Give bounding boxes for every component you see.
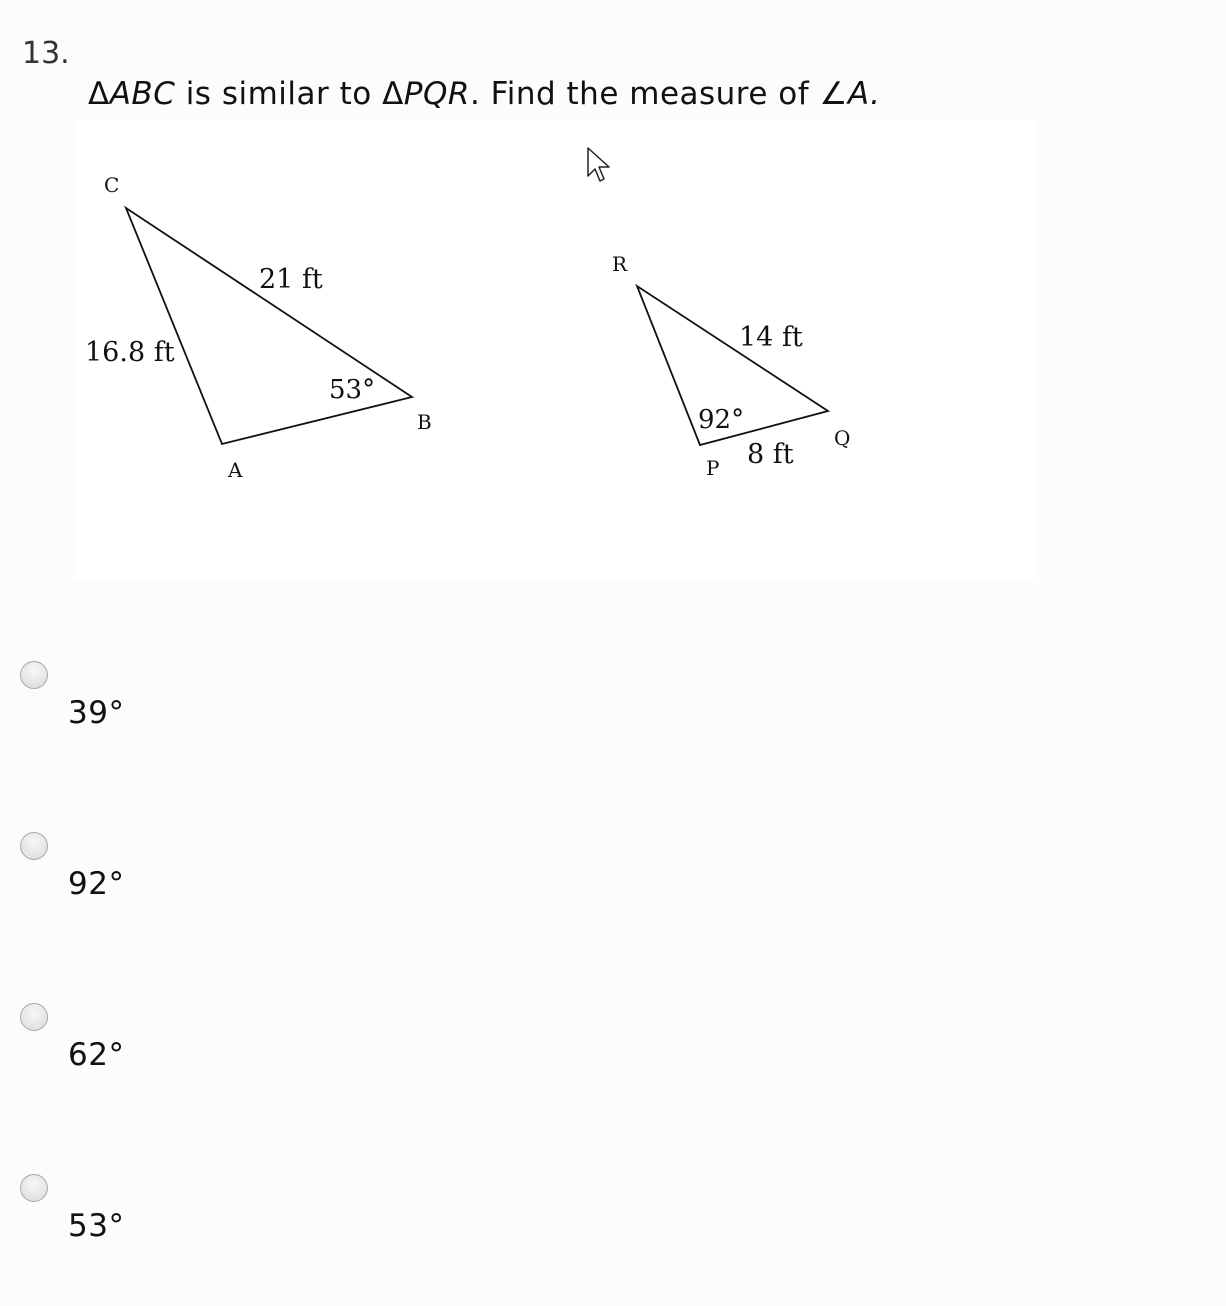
- answer-option-label[interactable]: 92°: [68, 866, 125, 902]
- angle-name: A.: [847, 76, 881, 112]
- answer-option-label[interactable]: 39°: [68, 695, 125, 731]
- triangle-symbol: Δ: [382, 76, 404, 112]
- vertex-a-label: A: [228, 458, 243, 482]
- angle-symbol: ∠: [819, 76, 848, 112]
- radio-button[interactable]: [20, 661, 48, 689]
- prompt-text-tail: . Find the measure of: [469, 76, 820, 112]
- question-prompt: [88, 76, 880, 112]
- mouse-pointer-icon: [586, 146, 614, 190]
- question-number: 13.: [22, 36, 70, 71]
- vertex-c-label: C: [104, 173, 120, 197]
- side-ca-label: 16.8 ft: [85, 337, 175, 368]
- answer-option[interactable]: [20, 1174, 320, 1264]
- triangle-symbol: Δ: [88, 76, 110, 112]
- answer-option-label[interactable]: 53°: [68, 1208, 125, 1244]
- angle-b-label: 53°: [329, 375, 376, 405]
- side-cb-label: 21 ft: [259, 264, 323, 295]
- vertex-p-label: P: [706, 456, 720, 480]
- angle-p-label: 92°: [698, 405, 745, 435]
- triangles-figure: [74, 120, 1036, 580]
- triangle-abc-name: ABC: [109, 76, 176, 112]
- answer-option[interactable]: [20, 1003, 320, 1093]
- radio-button[interactable]: [20, 1174, 48, 1202]
- radio-button[interactable]: [20, 832, 48, 860]
- triangles-diagram: [74, 120, 1036, 580]
- radio-button[interactable]: [20, 1003, 48, 1031]
- prompt-text-middle: is similar to: [175, 76, 383, 112]
- answer-option[interactable]: [20, 661, 320, 751]
- vertex-b-label: B: [417, 410, 432, 434]
- side-rq-label: 14 ft: [739, 322, 803, 353]
- answer-option[interactable]: [20, 832, 320, 922]
- triangle-pqr-name: PQR: [403, 76, 470, 112]
- vertex-r-label: R: [612, 252, 628, 276]
- vertex-q-label: Q: [834, 426, 851, 450]
- side-pq-label: 8 ft: [747, 439, 794, 470]
- triangle-abc: [126, 208, 412, 444]
- answer-option-label[interactable]: 62°: [68, 1037, 125, 1073]
